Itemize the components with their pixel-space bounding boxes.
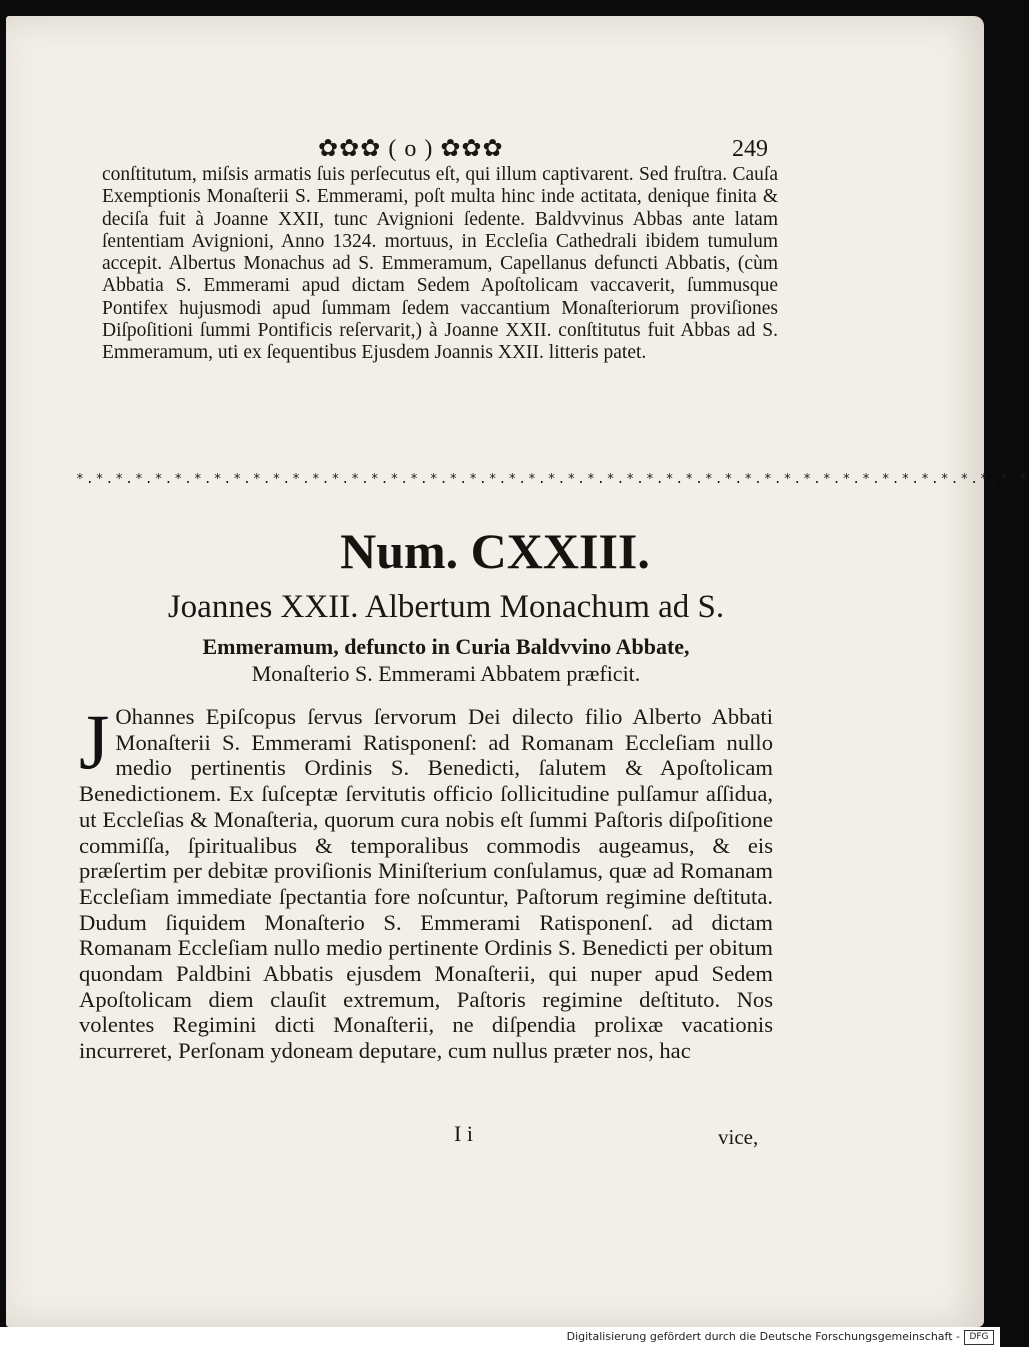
- document-number-title: Num. CXXIII.: [340, 523, 650, 579]
- letter-paragraph: [79, 698, 773, 1064]
- catchword: vice,: [718, 1125, 759, 1149]
- signature-mark: I i: [454, 1121, 473, 1146]
- letter-body: [79, 698, 773, 1064]
- dfg-logo: DFG: [964, 1330, 994, 1345]
- heading-line-1: Joannes XXII. Albertum Monachum ad S.: [167, 589, 725, 625]
- header-ornament: ✿✿✿ ( o ) ✿✿✿: [318, 136, 504, 162]
- page-number: 249: [732, 136, 768, 162]
- book-page: [6, 16, 1029, 1327]
- funding-credit: Digitalisierung gefördert durch die Deutsche Forschungsgemeinschaft -: [566, 1330, 960, 1343]
- heading-line-3: Monaſterio S. Emmerami Abbatem præficit.: [251, 661, 641, 686]
- page-header: [6, 134, 984, 164]
- top-paragraph-text: conſtitutum, miſsis armatis ſuis perſecutus eſt, qui illum captivarent. Sed fruſtra. Cauſa Exemptionis Monaſterii S. Emmerami, poſt multa hinc inde actitata, denique finita & deciſa fuit à Joanne XXII, tunc Avignioni ſedente. Baldvvinus Abbas ante latam ſententiam Avignioni, Anno 1324. mortuus, in Eccleſia Cathedrali ibidem tumulum accepit. Albertus Monachus ad S. Emmeramum, Capellanus defuncti Abbatis, (cùm Abbatia S. Emmerami apud dictam Sedem Apoſtolicam vaccaverit, ſummusque Pontifex hujusmodi apud ſummam ſedem vaccantium Monaſteriorum proviſiones Diſpoſitioni ſummi Pontificis reſervarit,) à Joanne XXII. conſtitutus fuit Abbas ad S. Emmeramum, uti ex ſequentibus Ejusdem Joannis XXII. litteris patet.: [102, 164, 778, 364]
- top-paragraph: [102, 164, 778, 365]
- heading-line-2: Emmeramum, defuncto in Curia Baldvvino Abbate,: [202, 634, 690, 659]
- drop-cap: J: [79, 698, 110, 785]
- ornamental-divider: *.*.*.*.*.*.*.*.*.*.*.*.*.*.*.*.*.*.*.*.*.*.*.*.*.*.*.*.*.*.*.*.*.*.*.*.*.*.*.*.*.*.*.*.*.*.*.*.*: [76, 472, 1029, 487]
- letter-text: Ohannes Epiſcopus ſervus ſervorum Dei dilecto filio Alberto Abbati Monaſterii S. Emmerami Ratisponenſ: ad Romanam Eccleſiam nullo medio pertinentis Ordinis S. Benedicti, ſalutem & Apoſtolicam Benedictionem. Ex ſuſceptæ ſervitutis officio ſollicitudine pulſamur aſſidua, ut Eccleſias & Monaſteria, quorum cura nobis eſt ſummi Paſtoris diſpoſitione commiſſa, ſpiritualibus & temporalibus commodis augeamus, & eis præſertim per debitæ proviſionis Miniſterium conſulamus, quæ ad Romanam Eccleſiam immediate ſpectantia fore noſcuntur, Paſtorum regimine deſtituta. Dudum ſiquidem Monaſterio S. Emmerami Ratisponenſ. ad dictam Romanam Eccleſiam nullo medio pertinente Ordinis S. Benedicti per obitum quondam Paldbini Abbatis ejusdem Monaſterii, qui nuper apud Sedem Apoſtolicam diem clauſit extremum, Paſtoris regimine deſtituto. Nos volentes Regimini dicti Monaſterii, ne diſpendia prolixæ vacationis incurreret, Perſonam ydoneam deputare, cum nullus præter nos, hac: [79, 704, 773, 1064]
- footer-bar: [0, 1327, 1000, 1347]
